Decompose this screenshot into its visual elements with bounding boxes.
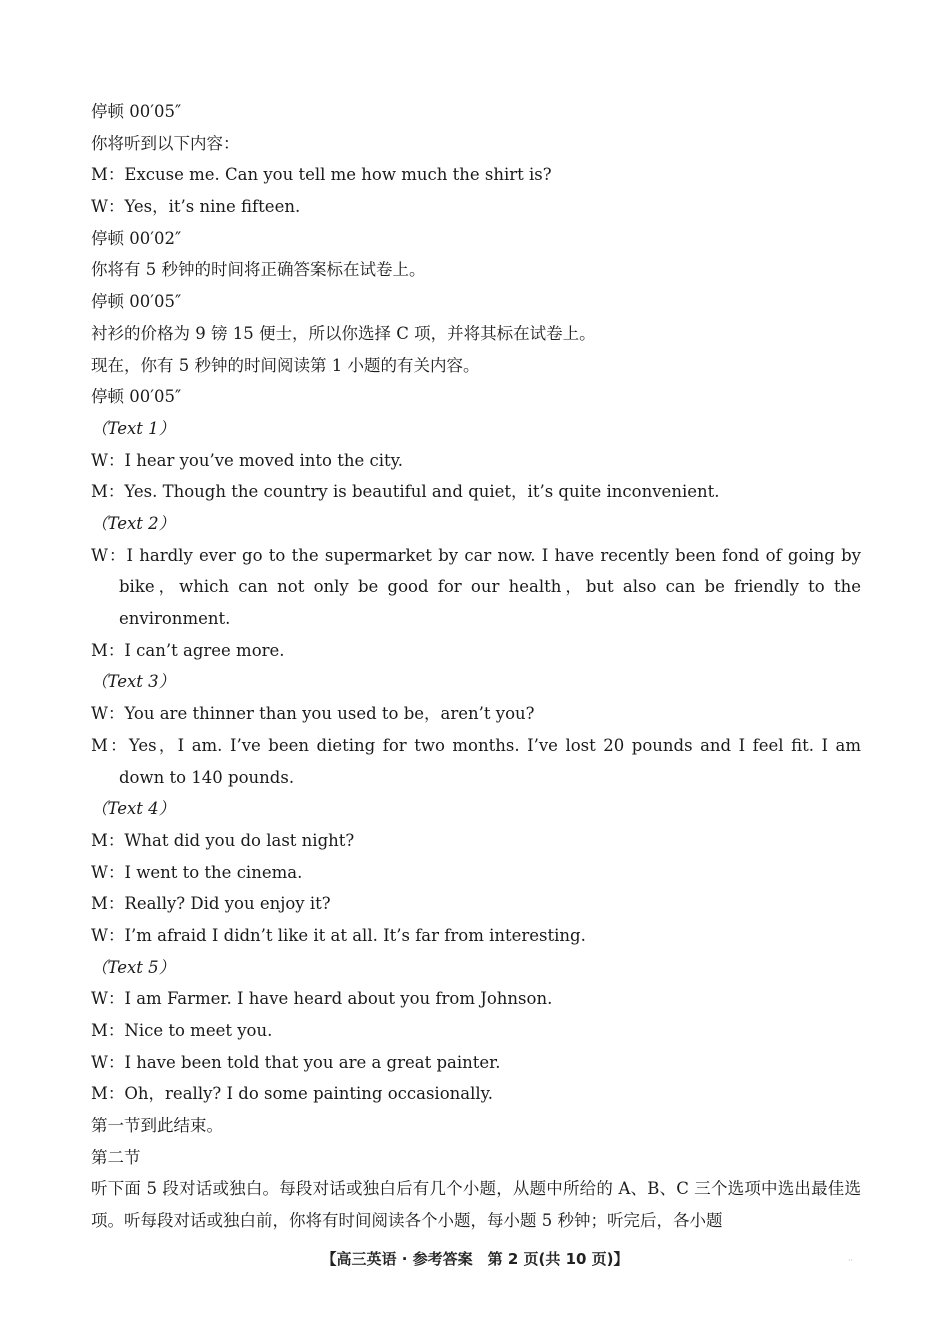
text-2-label: （Text 2） [91,513,176,533]
text-1-label: （Text 1） [91,418,176,438]
example-m-line: M：Excuse me. Can you tell me how much the shirt is? [91,165,552,185]
instruction-line: 你将有 5 秒钟的时间将正确答案标在试卷上。 [91,260,426,280]
section-2-title: 第二节 [91,1147,141,1167]
example-w-line: W：Yes，it’s nine fifteen. [91,197,301,217]
dialogue-paragraph: W：I hardly ever go to the supermarket by car now. I have recently been fond of going by bike，which can not only be good for our health，but also can be friendly to the environment. [91,545,861,629]
section-end: 第一节到此结束。 [91,1116,223,1136]
text-5-label: （Text 5） [91,957,176,977]
pause-line: 停顿 00′05″ [91,292,182,312]
dialogue-line: W：You are thinner than you used to be，aren’t you? [91,704,535,724]
dialogue-line: W：I have been told that you are a great painter. [91,1052,501,1072]
explanation-line: 衬衫的价格为 9 镑 15 便士，所以你选择 C 项，并将其标在试卷上。 [91,323,596,343]
instruction-line: 现在，你有 5 秒钟的时间阅读第 1 小题的有关内容。 [91,355,480,375]
dialogue-line: W：I’m afraid I didn’t like it at all. It’s far from interesting. [91,925,586,945]
text-3-label: （Text 3） [91,672,176,692]
pause-line: 停顿 00′05″ [91,102,182,121]
dialogue-line: W：I hear you’ve moved into the city. [91,450,404,470]
dialogue-line: M：What did you do last night? [91,830,355,850]
dialogue-line: W：I went to the cinema. [91,862,303,882]
corner-mark: ·· [848,1256,854,1265]
dialogue-line: M：Oh，really? I do some painting occasionally. [91,1084,494,1104]
dialogue-line: M：Nice to meet you. [91,1021,273,1041]
dialogue-paragraph: M：Yes，I am. I’ve been dieting for two months. I’ve lost 20 pounds and I feel fit. I am down to 140 pounds. [91,735,861,787]
dialogue-line: M：Really? Did you enjoy it? [91,894,331,914]
page-footer: 【高三英语 · 参考答案 第 2 页(共 10 页)】 [321,1250,629,1268]
pause-line: 停顿 00′02″ [91,228,182,248]
section-2-instructions: 听下面 5 段对话或独白。每段对话或独白后有几个小题，从题中所给的 A、B、C 三个选项中选出最佳选项。听每段对话或独白前，你将有时间阅读各个小题，每小题 5 秒钟；听完后，各小题 [91,1179,861,1231]
pause-line: 停顿 00′05″ [91,387,182,407]
intro-line: 你将听到以下内容： [91,133,240,153]
dialogue-line: M：I can’t agree more. [91,640,285,660]
text-4-label: （Text 4） [91,799,176,819]
dialogue-line: M：Yes. Though the country is beautiful and quiet，it’s quite inconvenient. [91,482,720,502]
document-body [91,96,861,1237]
dialogue-line: W：I am Farmer. I have heard about you from Johnson. [91,989,553,1009]
